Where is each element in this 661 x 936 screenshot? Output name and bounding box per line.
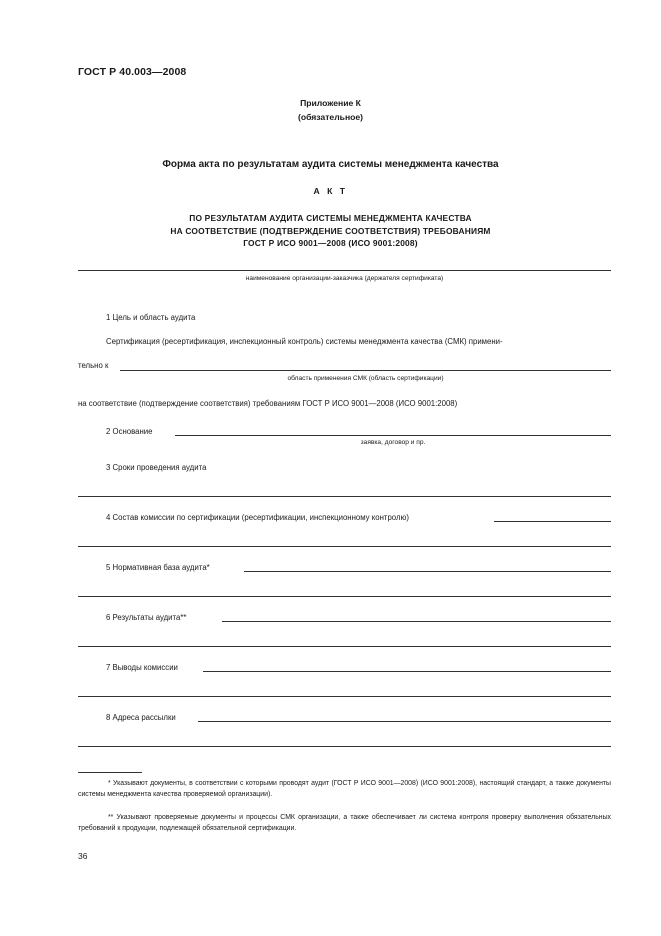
footnote-1: * Указывают документы, в соответствии с которыми проводят аудит (ГОСТ Р ИСО 9001—2008) (ИСО 9001:2008), настоящий стандарт, а также документы системы менеджмента качества проверяемой организации).: [78, 780, 611, 799]
section-8-field-line: [198, 721, 611, 722]
page-number: 36: [78, 851, 88, 861]
scope-caption: область применения СМК (область сертификации): [287, 375, 444, 382]
section-4-title: 4 Состав комиссии по сертификации (ресертификации, инспекционному контролю): [106, 513, 409, 522]
section-4-field-line: [494, 521, 611, 522]
appendix-status: (обязательное): [297, 112, 364, 122]
section-7-line: [78, 696, 611, 697]
org-name-caption: наименование организации-заказчика (держателя сертификата): [245, 275, 444, 282]
section-8-line: [78, 746, 611, 747]
section-7-title: 7 Выводы комиссии: [106, 663, 178, 672]
standard-header: ГОСТ Р 40.003—2008: [78, 66, 187, 78]
section-1-text-line2: тельно к: [78, 361, 109, 370]
footnote-separator: [78, 772, 142, 773]
section-4-line: [78, 546, 611, 547]
section-6-field-line: [222, 621, 611, 622]
act-subtitle-line: ПО РЕЗУЛЬТАТАМ АУДИТА СИСТЕМЫ МЕНЕДЖМЕНТА КАЧЕСТВА: [189, 213, 472, 223]
section-2-title: 2 Основание: [106, 427, 153, 436]
section-6-line: [78, 646, 611, 647]
section-3-line: [78, 496, 611, 497]
footnote-2: ** Указывают проверяемые документы и процессы СМК организации, а также обеспечивает ли система контроля проверку выполнения обязательных требований к продукции, подлежащей обязательной сертификации.: [78, 814, 611, 833]
section-1-text-line3: на соответствие (подтверждение соответствия) требованиям ГОСТ Р ИСО 9001—2008 (ИСО 9001:2008): [78, 399, 458, 408]
act-subtitle-line: ГОСТ Р ИСО 9001—2008 (ИСО 9001:2008): [243, 238, 418, 248]
act-subtitle: [0, 212, 661, 250]
appendix-label: Приложение К: [300, 98, 361, 108]
basis-caption: заявка, договор и пр.: [360, 439, 426, 446]
form-title: Форма акта по результатам аудита системы менеджмента качества: [162, 159, 499, 170]
basis-field-line: [175, 435, 611, 436]
act-word: А К Т: [313, 186, 348, 196]
appendix-heading: [0, 96, 661, 124]
section-1-text-line1: Сертификация (ресертификация, инспекционный контроль) системы менеджмента качества (СМК) примени-: [106, 337, 503, 346]
section-3-title: 3 Сроки проведения аудита: [106, 463, 207, 472]
section-1-title: 1 Цель и область аудита: [106, 313, 196, 322]
section-8-title: 8 Адреса рассылки: [106, 713, 176, 722]
section-5-field-line: [244, 571, 611, 572]
scope-field-line: [120, 370, 611, 371]
section-5-title: 5 Нормативная база аудита*: [106, 563, 210, 572]
section-6-title: 6 Результаты аудита**: [106, 613, 187, 622]
section-7-field-line: [203, 671, 611, 672]
section-5-line: [78, 596, 611, 597]
act-subtitle-line: НА СООТВЕТСТВИЕ (ПОДТВЕРЖДЕНИЕ СООТВЕТСТВИЯ) ТРЕБОВАНИЯМ: [170, 225, 491, 236]
org-name-line: [78, 270, 611, 271]
